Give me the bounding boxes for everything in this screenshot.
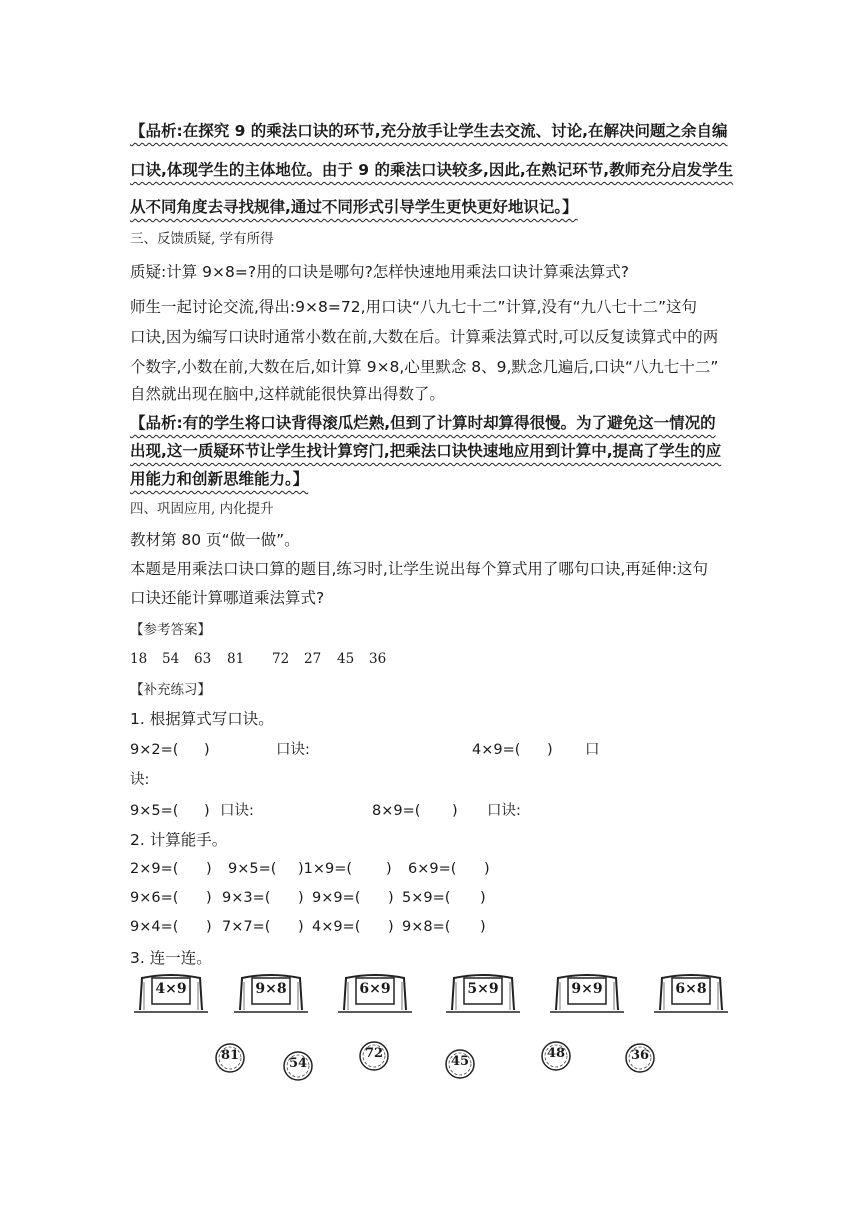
answer-value: 63 [194, 651, 212, 667]
q1-expression: 8×9=( [372, 803, 421, 819]
practice-heading: 【补充练习】 [130, 682, 211, 698]
ball-label: 54 [288, 1056, 308, 1071]
section-3-paragraph-line-3: 个数字,小数在前,大数在后,如计算 9×8,心里默念 8、9,默念几遍后,口诀“八九七十二” [130, 358, 719, 376]
answer-value: 81 [227, 651, 245, 667]
q2-expression: 4×9=( [312, 919, 361, 935]
section-3-paragraph-line-4: 自然就出现在脑中,这样就能很快算出得数了。 [130, 385, 445, 403]
q2-expression-close: ) [388, 919, 394, 935]
q2-expression-close: ) [206, 890, 212, 906]
q2-expression: 5×9=( [402, 890, 451, 906]
ball-54[interactable] [282, 1050, 314, 1082]
goal-label: 5×9 [467, 981, 499, 997]
goal-6x8[interactable] [652, 970, 730, 1016]
analysis-1-line-3: 从不同角度去寻找规律,通过不同形式引导学生更快更好地识记。】 [130, 198, 578, 216]
answer-value: 72 [272, 651, 290, 667]
answer-value: 45 [337, 651, 355, 667]
section-3-paragraph-line-2: 口诀,因为编写口诀时通常小数在前,大数在后。计算乘法算式时,可以反复读算式中的两 [130, 328, 719, 346]
q2-expression: 7×7=( [222, 919, 271, 935]
ball-81[interactable] [214, 1042, 246, 1074]
q2-expression-close: ) [480, 890, 486, 906]
q1-expression-close: ) [452, 803, 458, 819]
goal-4x9[interactable] [132, 970, 210, 1016]
q2-expression: 9×3=( [222, 890, 271, 906]
goal-9x8[interactable] [232, 970, 310, 1016]
answer-value: 27 [304, 651, 322, 667]
q2-expression-close: ) [206, 861, 212, 877]
goal-label: 9×8 [255, 981, 287, 997]
question-3-title: 3. 连一连。 [130, 949, 212, 967]
ball-72[interactable] [358, 1040, 390, 1072]
q2-expression: 9×8=( [402, 919, 451, 935]
q2-expression-close: ) [480, 919, 486, 935]
q2-expression: 9×5=( [228, 861, 277, 877]
q1-formula-label-end: 诀: [130, 772, 150, 788]
analysis-1-line-2: 口诀,体现学生的主体地位。由于 9 的乘法口诀较多,因此,在熟记环节,教师充分启发学生 [130, 161, 734, 179]
ball-label: 81 [220, 1048, 240, 1063]
analysis-2-line-3: 用能力和创新思维能力。】 [130, 470, 309, 488]
section-4-paragraph-line-1: 本题是用乘法口诀口算的题目,练习时,让学生说出每个算式用了哪句口诀,再延伸:这句 [130, 560, 709, 578]
ball-label: 45 [450, 1054, 470, 1069]
goal-label: 6×8 [675, 981, 707, 997]
q1-formula-label-start: 口 [585, 742, 600, 758]
ball-label: 48 [546, 1046, 566, 1061]
goal-6x9[interactable] [336, 970, 414, 1016]
goal-5x9[interactable] [444, 970, 522, 1016]
q2-expression: 9×9=( [312, 890, 361, 906]
section-4-paragraph-line-2: 口诀还能计算哪道乘法算式? [130, 589, 325, 607]
section-4-heading: 四、巩固应用, 内化提升 [130, 501, 274, 517]
q1-formula-label: 口诀: [276, 742, 310, 758]
q2-expression: 9×4=( [130, 919, 179, 935]
q2-expression: 9×6=( [130, 890, 179, 906]
ball-label: 72 [364, 1046, 384, 1061]
goal-label: 4×9 [155, 981, 187, 997]
q1-expression-close: ) [204, 742, 210, 758]
section-3-heading: 三、反馈质疑, 学有所得 [130, 231, 274, 247]
q1-formula-label: 口诀: [487, 803, 521, 819]
q1-expression-close: ) [547, 742, 553, 758]
q1-expression: 4×9=( [472, 742, 521, 758]
question-2-title: 2. 计算能手。 [130, 831, 228, 849]
answer-value: 36 [369, 651, 387, 667]
analysis-1-line-1: 【品析:在探究 9 的乘法口诀的环节,充分放手让学生去交流、讨论,在解决问题之余自编 [130, 122, 728, 140]
analysis-2-line-1: 【品析:有的学生将口诀背得滚瓜烂熟,但到了计算时却算得很慢。为了避免这一情况的 [130, 414, 716, 432]
answer-value: 18 [130, 651, 148, 667]
goal-9x9[interactable] [548, 970, 626, 1016]
q2-expression-close: ) [484, 861, 490, 877]
ball-label: 36 [630, 1048, 650, 1063]
answer-value: 54 [162, 651, 180, 667]
q1-expression: 9×2=( [130, 742, 179, 758]
q2-expression-close: ) [298, 890, 304, 906]
q2-expression: 6×9=( [408, 861, 457, 877]
ball-45[interactable] [444, 1048, 476, 1080]
q2-expression: )1×9=( [298, 861, 353, 877]
question-1-title: 1. 根据算式写口诀。 [130, 710, 274, 728]
goal-label: 6×9 [359, 981, 391, 997]
q1-expression-close: ) [204, 803, 210, 819]
q2-expression-close: ) [388, 890, 394, 906]
q1-formula-label: 口诀: [220, 803, 254, 819]
ball-48[interactable] [540, 1040, 572, 1072]
q2-expression: 2×9=( [130, 861, 179, 877]
answers-heading: 【参考答案】 [130, 622, 211, 638]
q2-expression-close: ) [298, 919, 304, 935]
q1-expression: 9×5=( [130, 803, 179, 819]
analysis-2-line-2: 出现,这一质疑环节让学生找计算窍门,把乘法口诀快速地应用到计算中,提高了学生的应 [130, 442, 722, 460]
q2-expression-close: ) [386, 861, 392, 877]
section-3-question: 质疑:计算 9×8=?用的口诀是哪句?怎样快速地用乘法口诀计算乘法算式? [130, 263, 630, 281]
goal-label: 9×9 [571, 981, 603, 997]
section-4-textbook-ref: 教材第 80 页“做一做”。 [130, 531, 300, 549]
section-3-paragraph-line-1: 师生一起讨论交流,得出:9×8=72,用口诀“八九七十二”计算,没有“九八七十二”这句 [130, 298, 698, 316]
q2-expression-close: ) [206, 919, 212, 935]
ball-36[interactable] [624, 1042, 656, 1074]
